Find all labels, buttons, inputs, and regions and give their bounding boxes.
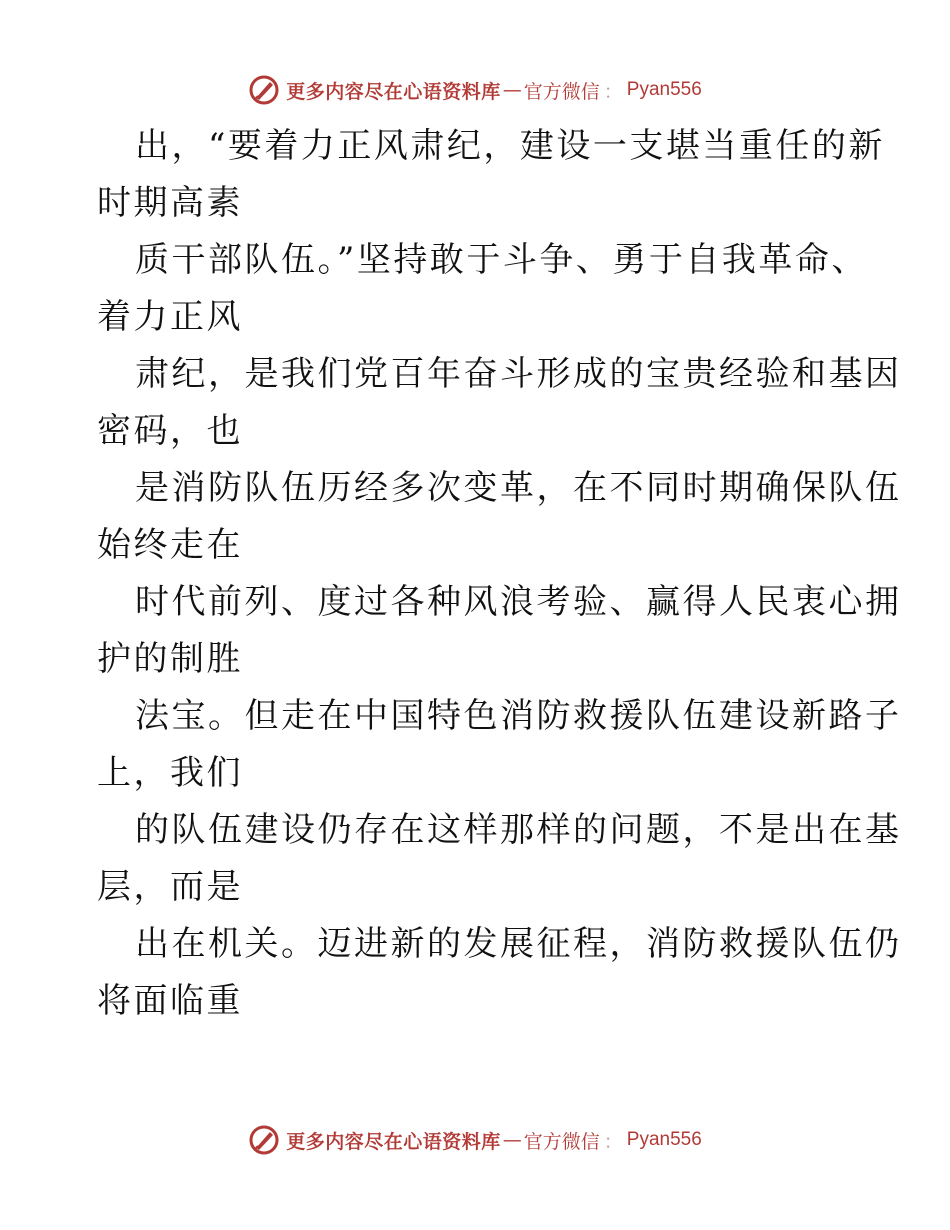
- paragraph: [97, 802, 902, 916]
- watermark-dash: —: [502, 79, 522, 101]
- watermark-separator: ：: [603, 80, 623, 103]
- watermark-separator: ：: [603, 1130, 623, 1153]
- paragraph: [97, 460, 902, 574]
- paragraph-line: 法宝。但走在中国特色消防救援队伍建设新路子: [135, 696, 902, 736]
- watermark-wechat-id: Pyan556: [626, 1129, 702, 1150]
- watermark-wechat-id: Pyan556: [626, 79, 702, 100]
- footer-watermark: [0, 1120, 950, 1160]
- paragraph-line: 始终走在: [97, 525, 243, 565]
- quill-logo-icon: [248, 74, 280, 106]
- paragraph-line: 质干部队伍。”坚持敢于斗争、勇于自我革命、: [135, 240, 868, 280]
- watermark-dash: —: [502, 1129, 522, 1151]
- paragraph-line: 上，我们: [97, 753, 243, 793]
- watermark-title: 更多内容尽在心语资料库: [286, 1130, 501, 1153]
- paragraph-line: 是消防队伍历经多次变革，在不同时期确保队伍: [135, 468, 902, 508]
- paragraph-line: 肃纪，是我们党百年奋斗形成的宝贵经验和基因: [135, 354, 902, 394]
- paragraph: [97, 916, 902, 1030]
- paragraph-line: 时期高素: [97, 183, 243, 223]
- paragraph-line: 出，“要着力正风肃纪，建设一支堪当重任的新: [135, 126, 885, 166]
- paragraph: [97, 688, 902, 802]
- paragraph-line: 的队伍建设仍存在这样那样的问题，不是出在基: [135, 810, 902, 850]
- paragraph-line: 出在机关。迈进新的发展征程，消防救援队伍仍: [135, 924, 902, 964]
- paragraph: [97, 118, 885, 232]
- quill-logo-icon: [248, 1124, 280, 1156]
- watermark-title: 更多内容尽在心语资料库: [286, 80, 501, 103]
- paragraph: [97, 574, 902, 688]
- paragraph: [97, 232, 868, 346]
- paragraph-line: 着力正风: [97, 297, 243, 337]
- header-watermark: [0, 70, 950, 110]
- paragraph: [97, 346, 902, 460]
- document-body: [97, 118, 902, 1030]
- paragraph-line: 将面临重: [97, 981, 243, 1021]
- watermark-label: 官方微信: [523, 1130, 600, 1153]
- watermark-label: 官方微信: [523, 80, 600, 103]
- paragraph-line: 护的制胜: [97, 639, 243, 679]
- paragraph-line: 时代前列、度过各种风浪考验、赢得人民衷心拥: [135, 582, 902, 622]
- paragraph-line: 密码，也: [97, 411, 243, 451]
- paragraph-line: 层，而是: [97, 867, 243, 907]
